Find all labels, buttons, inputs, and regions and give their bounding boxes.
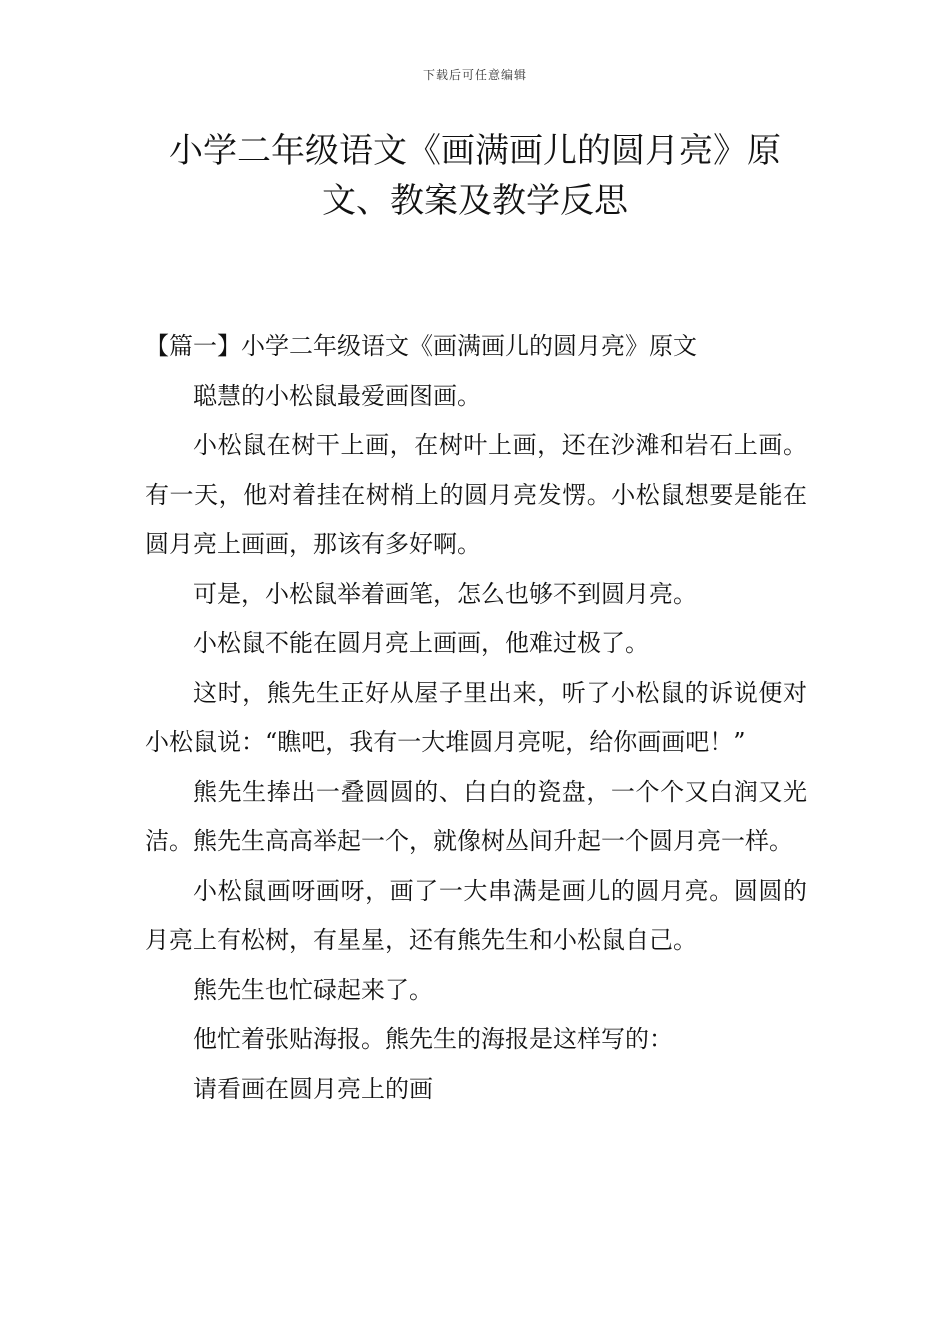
paragraph: 这时，熊先生正好从屋子里出来，听了小松鼠的诉说便对小松鼠说：“瞧吧，我有一大堆圆月亮呢，给你画画吧！” [145,678,807,756]
document-title: 小学二年级语文《画满画儿的圆月亮》原文、教案及教学反思 [169,131,781,221]
document-body [145,322,807,1114]
paragraph: 聪慧的小松鼠最爱画图画。 [193,381,481,410]
header-note: 下载后可任意编辑 [422,68,527,82]
paragraph: 熊先生也忙碌起来了。 [193,975,433,1004]
section-heading: 【篇一】小学二年级语文《画满画儿的圆月亮》原文 [145,332,697,360]
paragraph: 他忙着张贴海报。熊先生的海报是这样写的： [193,1025,673,1053]
paragraph: 小松鼠画呀画呀，画了一大串满是画儿的圆月亮。圆圆的月亮上有松树，有星星，还有熊先生和小松鼠自己。 [145,876,807,954]
paragraph: 可是，小松鼠举着画笔，怎么也够不到圆月亮。 [193,579,697,608]
paragraph: 小松鼠不能在圆月亮上画画，他难过极了。 [193,629,649,657]
paragraph: 小松鼠在树干上画，在树叶上画，还在沙滩和岩石上画。有一天，他对着挂在树梢上的圆月亮发愣。小松鼠想要是能在圆月亮上画画，那该有多好啊。 [145,431,807,558]
paragraph: 熊先生捧出一叠圆圆的、白白的瓷盘，一个个又白润又光洁。熊先生高高举起一个，就像树丛间升起一个圆月亮一样。 [145,777,807,855]
paragraph: 请看画在圆月亮上的画 [193,1074,433,1103]
